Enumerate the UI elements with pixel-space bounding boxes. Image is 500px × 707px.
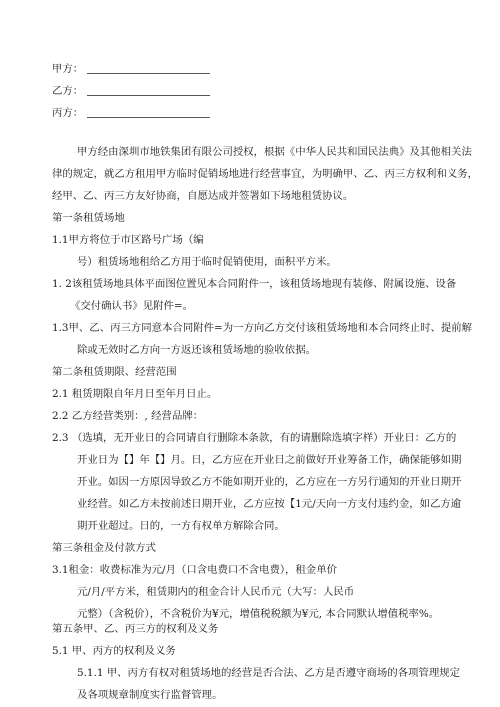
preamble-line: 甲方经由深圳市地铁集团有限公司授权，根据《中华人民共和国民法典》及其他相关法: [77, 146, 472, 158]
party-a-label: 甲方：: [52, 63, 84, 75]
article-2-title: 第二条租赁期限、经营范围: [52, 366, 177, 378]
clause-1-3: 1.3甲、乙、丙三方同意本合同附件=为一方向乙方交付该租赁场地和本合同终止时、提前解: [52, 322, 473, 334]
clause-5-1-1: 5.1.1 甲、丙方有权对租赁场地的经营是否合法、乙方是否遵守商场的各项管理规定: [77, 667, 461, 679]
article-5-title: 第五条甲、乙、丙三方的权利及义务: [52, 623, 219, 635]
article-1-title: 第一条租赁场地: [52, 212, 125, 224]
party-c-label: 丙方：: [52, 107, 84, 119]
party-c-signature-line: [87, 117, 210, 118]
party-b-label: 乙方：: [52, 85, 84, 97]
clause-1-3-cont: 除或无效时乙方向一方返还该租赁场地的验收依据。: [77, 344, 316, 356]
clause-3-1-cont: 元/月/平方米，租赁期内的租金合计人民币元（大写：人民币: [77, 586, 355, 598]
clause-1-1-cont: 号）租赁场地租给乙方用于临时促销使用，面积平方米。: [77, 256, 337, 268]
clause-1-2: 1. 2该租赁场地具体平面图位置见本合同附件一，该租赁场地现有装修、附属设施、设备: [52, 278, 457, 290]
clause-5-1: 5.1 甲、丙方的权利及义务: [52, 645, 176, 657]
clause-2-3-cont: 开业日为【】年【】月。日，乙方应在开业日之前做好开业筹备工作，确保能够如期: [77, 454, 462, 466]
clause-2-3-cont: 期开业超过。日的，一方有权单方解除合同。: [77, 520, 285, 532]
clause-1-2-cont: 《交付确认书》见附件=。: [70, 300, 194, 312]
clause-3-1-cont: 元整）（含税价），不含税价为¥元，增值税税额为¥元, 本合同默认增值税率%。: [77, 608, 440, 620]
preamble-line: 律的规定，就乙方租用甲方临时促销场地进行经营事宜，为明确甲、乙、丙三方权利和义务，: [52, 168, 479, 180]
clause-5-1-1-cont: 及各项规章制度实行监督管理。: [77, 689, 223, 701]
clause-3-1: 3.1租金：收费标准为元/月（口含电费口不含电费），租金单价: [52, 564, 337, 576]
party-b-signature-line: [87, 95, 210, 96]
clause-2-3-cont: 业经营。如乙方未按前述日期开业，乙方应按【1元/天向一方支付违约金，如乙方逾: [77, 498, 462, 510]
article-3-title: 第三条租金及付款方式: [52, 542, 156, 554]
party-a-signature-line: [87, 73, 210, 74]
clause-2-3: 2.3 （选填，无开业日的合同请自行删除本条款，有的请删除选填字样）开业日：乙方的: [52, 432, 457, 444]
clause-2-1: 2.1 租赁期限自年月日至年月日止。: [52, 388, 218, 400]
preamble-line: 经甲、乙、丙三方友好协商，自愿达成并签署如下场地租赁协议。: [52, 190, 354, 202]
clause-2-2: 2.2 乙方经营类别：, 经营品牌：: [52, 410, 204, 422]
clause-1-1: 1.1甲方将位于市区路号广场（编: [52, 234, 204, 246]
clause-2-3-cont: 开业。如因一方原因导致乙方不能如期开业的，乙方应在一方另行通知的开业日期开: [77, 476, 462, 488]
